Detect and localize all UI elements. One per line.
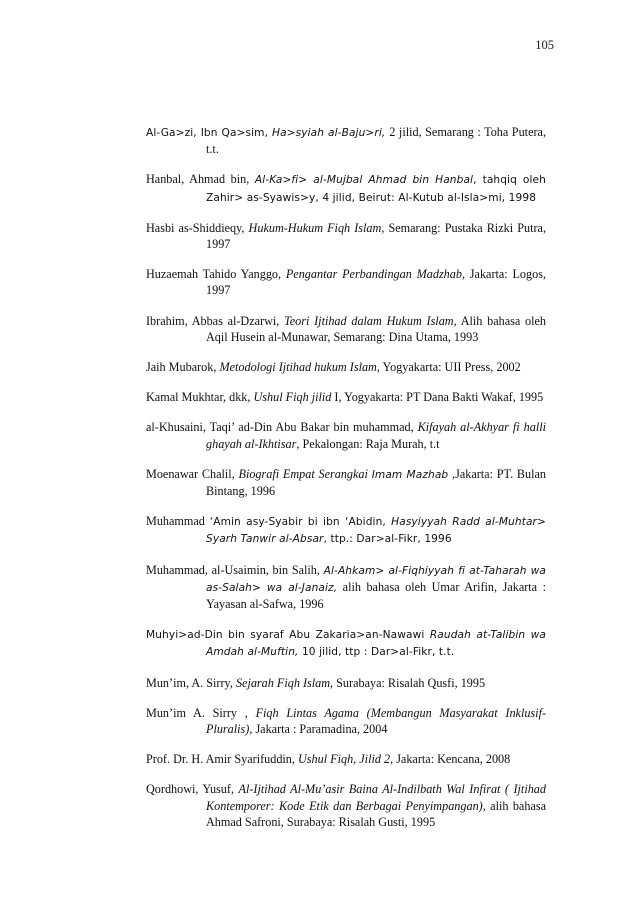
entry-text: Ibrahim, Abbas al-Dzarwi, [146, 313, 285, 328]
entry-title-text: Imam Mazhab [371, 468, 449, 481]
entry-text: , tahqiq oleh Zahir> as-Syawis>y, 4 jilid, Beirut: Al-Kutub al-Isla>mi, 1998 [206, 174, 546, 204]
bibliography-entry [146, 419, 546, 451]
entry-title-text: Pengantar Perbandingan Madzhab [285, 267, 462, 282]
entry-title-text: Ushul Fiqh jilid [253, 390, 332, 405]
entry-title-text: Kifayah al-Akhyar fi halli ghayah al-Ikhtisar [206, 420, 546, 451]
bibliography-entry [146, 562, 546, 613]
entry-text: Surabaya: Risalah Qusfi, 1995 [333, 675, 486, 690]
bibliography-entry [146, 389, 546, 405]
entry-text: Huzaemah Tahido Yanggo, [146, 267, 286, 282]
entry-text: , Yogyakarta: UII Press, 2002 [376, 360, 521, 375]
entry-text: ‘Amin asy-Syabir bi ibn ‘Abidin, [209, 516, 392, 529]
entry-text: , ttp.: Dar>al-Fikr, 1996 [323, 533, 452, 546]
entry-text: al-Khusaini, Taqi’ ad-Din Abu Bakar bin muhammad, [146, 420, 418, 435]
bibliography-entry [146, 781, 546, 830]
entry-title-text: Al-Ahkam> al-Fiqhiyyah fi at-Taharah wa as-Salah> wa al-Janaiz, [206, 564, 546, 594]
entry-text: alih bahasa Ahmad Safroni, Surabaya: Risalah Gusti, 1995 [206, 798, 547, 829]
entry-text: , Semarang: Pustaka Rizki Putra, 1997 [206, 220, 547, 252]
entry-title-text: Raudah at-Talibin wa Amdah al-Muftin, [206, 629, 546, 659]
entry-text: , Jakarta: Logos, 1997 [206, 267, 546, 298]
bibliography-entry [146, 171, 546, 205]
entry-text: Muhyi>ad-Din bin syaraf Abu Zakaria>an-Nawawi [146, 629, 430, 642]
entry-title-text: Sejarah Fiqh Islam, [235, 675, 334, 690]
entry-text: I, Yogyakarta: PT Dana Bakti Wakaf, 1995 [331, 390, 544, 405]
entry-text: , Pekalongan: Raja Murah, t.t [296, 436, 440, 451]
entry-text: Alih bahasa oleh Aqil Husein al-Munawar, Semarang: Dina Utama, 1993 [206, 313, 546, 344]
entry-text: Muhammad, al-Usaimin, bin Salih, [146, 562, 324, 577]
entry-title-text: Teori Ijtihad dalam Hukum Islam, [284, 313, 457, 328]
entry-title-text: Biografi Empat Serangkai [238, 466, 372, 481]
entry-text: alih bahasa oleh Umar Arifin, Jakarta : Yayasan al-Safwa, 1996 [206, 579, 546, 612]
entry-text: 10 jilid, ttp : Dar>al-Fikr, t.t. [298, 646, 455, 659]
entry-title-text: Al-Ijtihad Al-Mu’asir Baina Al-Indilbath Wal Infirat ( Ijtihad Kontemporer: Kode Etik dan Berbagai Penyimpangan), [206, 782, 546, 813]
bibliography-entry [146, 675, 546, 691]
entry-text: Al-Ga>zi, Ibn Qa>sim, [146, 127, 273, 139]
entry-text: Mun’im, A. Sirry, [146, 675, 236, 690]
entry-text: 2 jilid, Semarang : Toha Putera, t.t. [206, 125, 546, 157]
entry-text: ,Jakarta: PT. Bulan Bintang, 1996 [206, 466, 546, 499]
entry-text: Moenawar Chalil, [146, 466, 239, 481]
bibliography-entry [146, 751, 546, 767]
entry-text: Prof. Dr. H. Amir Syarifuddin, [146, 752, 298, 767]
bibliography-list [146, 124, 546, 844]
bibliography-entry [146, 359, 546, 375]
entry-text: Muhammad [146, 514, 210, 529]
bibliography-entry [146, 313, 546, 345]
bibliography-entry [146, 220, 546, 252]
bibliography-entry [146, 513, 546, 547]
page-number: 105 [535, 38, 554, 52]
entry-text: Mun’im A. Sirry , [146, 705, 256, 720]
bibliography-entry [146, 466, 546, 499]
entry-title-text: Hukum-Hukum Fiqh Islam [248, 220, 382, 235]
bibliography-entry [146, 626, 546, 660]
entry-title-text: Al-Ka>fi> al-Mujbal Ahmad bin Hanbal [254, 174, 474, 187]
entry-text: Kamal Mukhtar, dkk, [146, 390, 254, 405]
entry-text: Jakarta : Paramadina, 2004 [252, 722, 388, 737]
bibliography-entry [146, 124, 546, 157]
entry-text: Qordhowi, Yusuf, [146, 782, 239, 797]
entry-title-text: Fiqh Lintas Agama (Membangun Masyarakat Inklusif-Pluralis), [206, 705, 547, 737]
entry-title-text: Metodologi Ijtihad hukum Islam [219, 360, 377, 375]
entry-text: Jaih Mubarok, [146, 360, 220, 375]
entry-text: Hasbi as-Shiddieqy, [146, 220, 249, 235]
entry-title-text: Hasyiyyah Radd al-Muhtar> Syarh Tanwir al-Absar [206, 516, 546, 546]
bibliography-entry [146, 266, 546, 298]
entry-text: , Jakarta: Kencana, 2008 [390, 752, 511, 767]
entry-title-text: Ha>syiah al-Baju>ri, [272, 127, 390, 139]
entry-text: Hanbal, Ahmad bin, [146, 172, 255, 187]
bibliography-entry [146, 705, 546, 737]
entry-title-text: Ushul Fiqh, Jilid 2 [298, 752, 391, 767]
